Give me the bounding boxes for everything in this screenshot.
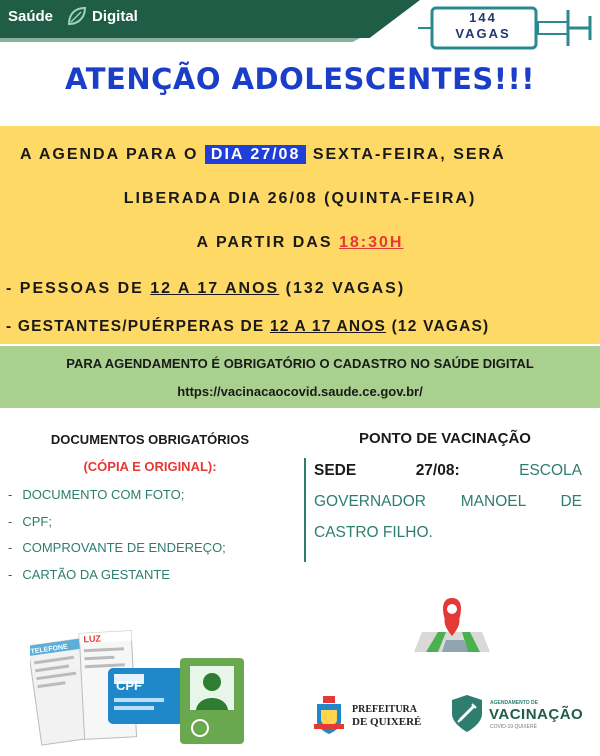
page-title: ATENÇÃO ADOLESCENTES!!! xyxy=(65,62,535,96)
vagas-count: 144 xyxy=(469,10,497,25)
brand-text-digital: Digital xyxy=(92,8,138,25)
vagas-label: VAGAS xyxy=(455,26,511,41)
bullet-dash: - xyxy=(8,487,13,502)
release-time: 18:30H xyxy=(338,234,404,251)
vaccination-logo-top-text: AGENDAMENTO DE xyxy=(490,700,538,706)
notice-line-4-end: (132 VAGAS) xyxy=(285,280,406,297)
leaf-logo-icon xyxy=(66,5,88,27)
notice-line-1-end: SEXTA-FEIRA, SERÁ xyxy=(312,146,506,163)
notice-line-5 xyxy=(6,318,489,336)
list-item-label: CARTÃO DA GESTANTE xyxy=(22,567,170,582)
list-item-label: CPF; xyxy=(22,514,52,529)
notice-line-3-start: A PARTIR DAS xyxy=(196,234,333,251)
list-item xyxy=(8,540,226,555)
cpf-card-label: CPF xyxy=(116,678,142,693)
bullet-dash: - xyxy=(8,540,13,555)
vaccination-logo-title: VACINAÇÃO xyxy=(489,706,584,723)
notice-line-1 xyxy=(20,146,506,164)
electricity-bill-label: LUZ xyxy=(83,633,102,645)
notice-line-1-start: A AGENDA PARA O xyxy=(20,146,199,163)
notice-line-5-end: (12 VAGAS) xyxy=(391,318,490,335)
vaccination-point-line-3: CASTRO FILHO. xyxy=(314,524,433,541)
bullet-dash: - xyxy=(8,567,13,582)
prefeitura-name-line-2: DE QUIXERÉ xyxy=(352,716,422,728)
date-highlight: DIA 27/08 xyxy=(205,145,306,164)
notice-line-4-start: - PESSOAS DE xyxy=(6,280,144,297)
age-range: 12 A 17 ANOS xyxy=(150,280,280,297)
vaccination-point-bar xyxy=(304,458,306,562)
vaccination-shield-icon xyxy=(450,694,484,734)
list-item xyxy=(8,567,170,582)
notice-line-4 xyxy=(6,280,405,298)
notice-line-5-start: - GESTANTES/PUÉRPERAS DE xyxy=(6,318,265,335)
prefeitura-name-line-1: PREFEITURA xyxy=(352,704,418,715)
list-item xyxy=(8,514,52,529)
registration-url[interactable]: https://vacinacaocovid.saude.ce.gov.br/ xyxy=(177,384,423,399)
documents-illustration xyxy=(30,628,248,752)
sede-label: SEDE xyxy=(314,462,357,479)
vaccination-date: 27/08: xyxy=(415,462,460,479)
documents-subtitle: (CÓPIA E ORIGINAL): xyxy=(83,459,217,474)
registration-text: PARA AGENDAMENTO É OBRIGATÓRIO O CADASTRO NO SAÚDE DIGITAL xyxy=(66,356,534,371)
brand-text-saude: Saúde xyxy=(8,8,54,25)
list-item-label: COMPROVANTE DE ENDEREÇO; xyxy=(22,540,226,555)
vaccination-line-1-end: ESCOLA xyxy=(519,462,582,479)
phone-bill-label: TELEFONE xyxy=(30,643,69,656)
list-item-label: DOCUMENTO COM FOTO; xyxy=(22,487,185,502)
map-pin-icon xyxy=(412,596,492,656)
age-range-pregnant: 12 A 17 ANOS xyxy=(269,318,387,335)
coat-of-arms-icon xyxy=(314,696,344,736)
vaccination-point-line-2 xyxy=(314,493,582,511)
list-item xyxy=(8,487,184,502)
documents-title: DOCUMENTOS OBRIGATÓRIOS xyxy=(50,432,250,447)
bullet-dash: - xyxy=(8,514,13,529)
header-stripe xyxy=(0,38,360,42)
vaccination-line-2: GOVERNADOR MANOEL DE xyxy=(314,493,582,510)
notice-line-2: LIBERADA DIA 26/08 (QUINTA-FEIRA) xyxy=(123,190,477,207)
vaccination-point-title: PONTO DE VACINAÇÃO xyxy=(359,430,531,447)
notice-line-3 xyxy=(0,234,600,252)
header-green-band xyxy=(0,0,420,38)
vaccination-logo-subtitle: COVID-19 QUIXERÉ xyxy=(490,724,537,730)
vaccination-point-line-1 xyxy=(314,462,582,480)
